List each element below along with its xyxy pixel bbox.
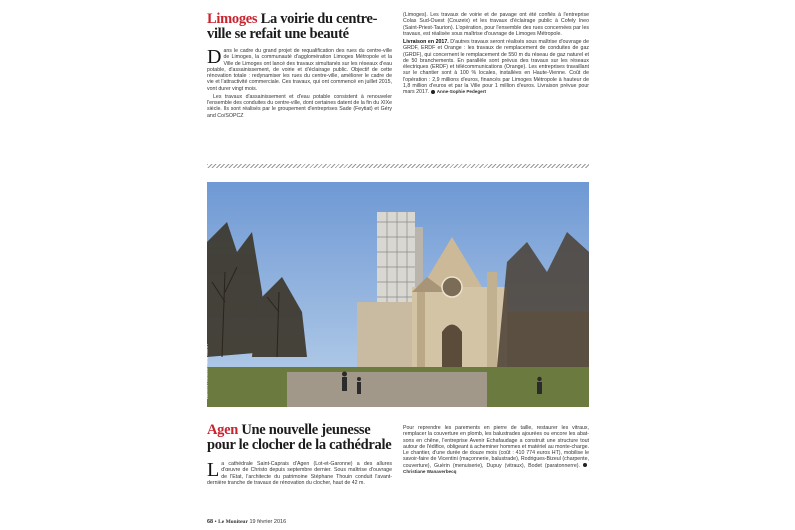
article1-paragraph-3: (Limoges). Les travaux de voirie et de pavage ont été confiés à l'entreprise Colas Sud-Ouest (Couzeix) et les travaux d'éclairage public à Cofely Ineo (Saint-Priest-Taurion). L'opération, pour l'ensemble des rues concernées par les travaux, est réalisée sous maîtrise d'ouvrage de Limoges Métropole. xyxy=(403,12,589,37)
magazine-name: Le Moniteur xyxy=(218,519,248,525)
article2-title: Une nouvelle jeunesse pour le clocher de la cathédrale xyxy=(207,422,392,453)
cathedral-illustration xyxy=(207,182,589,407)
page-footer xyxy=(207,519,286,525)
article2-column-2 xyxy=(403,425,589,477)
article1-title: La voirie du centre-ville se refait une beauté xyxy=(207,11,378,42)
magazine-page xyxy=(203,0,591,530)
photo-credit: LAURENT DOULCET/SUD OUEST xyxy=(205,343,209,399)
section-divider xyxy=(207,164,589,168)
article2-column-1 xyxy=(207,461,392,488)
article1-signature: Anne-Sophie Pedegert xyxy=(436,89,486,94)
article2-keyword: Agen xyxy=(207,422,239,438)
article1-subhead: Livraison en 2017. xyxy=(403,39,449,45)
article2-headline xyxy=(207,423,397,453)
page-number: 68 xyxy=(207,519,214,525)
article1-paragraph-4: D'autres travaux seront réalisés sous maîtrise d'ouvrage de GRDF, ERDF et Orange : les travaux de remplacement de conduites de gaz (GRDF), qui concernent le remplacement de 550 m du réseau de gaz naturel et de 50 branchements. En parallèle sont prévus des travaux sur les réseaux électriques (ERDF) et télécommunications (Orange). Les entreprises travaillant sur le chantier sont à 100 % locales, installées en Haute-Vienne. Coût de l'opération : 2,9 millions d'euros, financés par Limoges Métropole à hauteur de 1,8 million d'euros et par la Ville pour 1 million d'euros. Livraison prévue pour mars 2017. xyxy=(403,39,589,95)
footer-separator-icon: • xyxy=(214,519,219,525)
article2-dropcap: L xyxy=(207,459,220,481)
signature-dot-icon xyxy=(583,463,587,467)
cathedral-photo xyxy=(207,182,589,407)
article2-signature: Christiane Wanaverbecq xyxy=(403,468,457,474)
article1-keyword: Limoges xyxy=(207,11,258,27)
article1-headline xyxy=(207,12,397,42)
signature-dot-icon xyxy=(431,90,435,94)
article1-column-1 xyxy=(207,48,392,121)
article1-dropcap: D xyxy=(207,46,222,68)
article2-paragraph-1: a cathédrale Saint-Caprais d'Agen (Lot-et-Garonne) a des allures d'œuvre de Christo depuis septembre dernier. Sous maîtrise d'ouvrage de l'Etat, l'architecte du patrimoine Stéphane Thouin conduit l'avant-dernière tranche de travaux de rénovation du clocher, haut de 42 m. xyxy=(207,461,392,486)
article1-paragraph-2: Les travaux d'assainissement et d'eau potable consistent à renouveler l'ensemble des conduites du centre-ville, dont certaines datent de la fin du XIXe siècle. Ils sont réalisés par le groupement d'entreprises Sade (Feytiat) et Géry and Co/SOPCZ xyxy=(207,93,392,119)
article1-column-2 xyxy=(403,12,589,97)
article1-paragraph-1: ans le cadre du grand projet de requalification des rues du centre-ville de Limoges, la communauté d'agglomération Limoges Métropole et la Ville de Limoges ont lancé des travaux simultanés sur les réseaux d'eau potable, d'assainissement, de voirie et d'éclairage public. Objectif de cette rénovation totale : redynamiser les rues du centre-ville, améliorer le cadre de vie et l'attractivité commerciale. Ces travaux, qui ont commencé en juillet 2015, vont durer vingt mois. xyxy=(207,48,392,92)
issue-date: 19 février 2016 xyxy=(249,519,287,525)
article2-paragraph-2: Pour reprendre les parements en pierre de taille, restaurer les vitraux, remplacer la couverture en plomb, les balustrades ajourées ou encore les abat-sons en chêne, l'entreprise Avenir Echafaudage a construit une structure tout autour de l'édifice, obligeant à acheminer hommes et matériel au monte-charge. Le chantier, d'une durée de douze mois (coût : 410 774 euros HT), mobilise le savoir-faire de Vicentini (maçonnerie, balustrade), Rodrigues-Bizeul (charpente, couverture), Guérin (menuiserie), Dupuy (vitraux), Bodet (paratonnerre). xyxy=(403,425,589,469)
